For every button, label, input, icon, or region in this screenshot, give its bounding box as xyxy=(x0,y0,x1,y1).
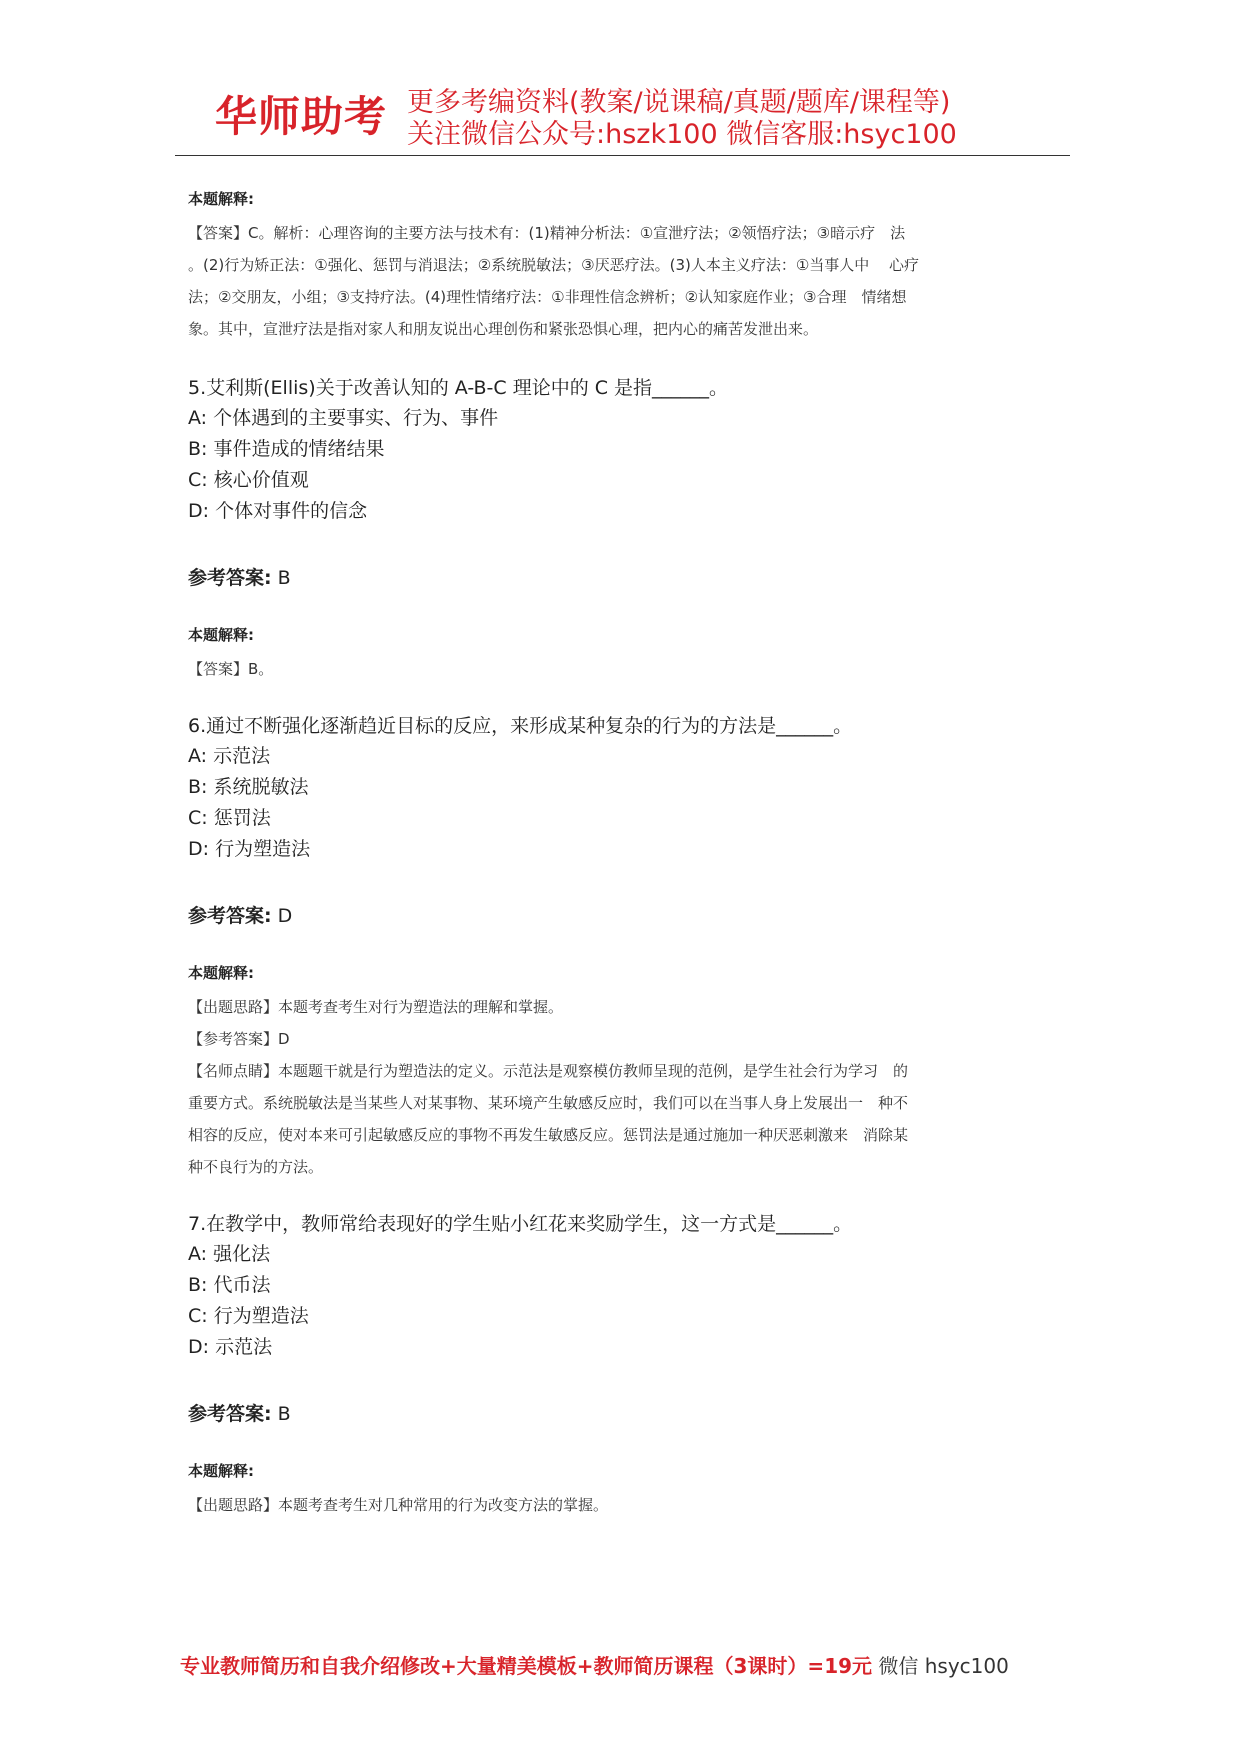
option-b: B: 代币法 xyxy=(188,1274,271,1296)
explanation-title: 本题解释: xyxy=(188,964,254,982)
explanation-line: 【名师点睛】本题题干就是行为塑造法的定义。示范法是观察模仿教师呈现的范例，是学生社会行为学习 的 xyxy=(188,1062,909,1080)
brand-logo: 华师助考 xyxy=(215,92,388,141)
explanation-line: 象。其中，宣泄疗法是指对家人和朋友说出心理创伤和紧张恐惧心理，把内心的痛苦发泄出来。 xyxy=(188,320,819,338)
answer-label: 参考答案: xyxy=(188,567,272,589)
explanation-line: 【参考答案】D xyxy=(188,1030,290,1048)
explanation-title: 本题解释: xyxy=(188,626,254,644)
option-d: D: 个体对事件的信念 xyxy=(188,500,368,522)
question-7 xyxy=(188,1209,1058,1521)
answer-value: B xyxy=(271,567,291,589)
option-c: C: 惩罚法 xyxy=(188,807,271,829)
footer-wechat: 微信 hsyc100 xyxy=(872,1654,1009,1678)
header-divider xyxy=(175,155,1070,156)
option-a: A: 示范法 xyxy=(188,745,271,767)
explanation-line: 【出题思路】本题考查考生对行为塑造法的理解和掌握。 xyxy=(188,998,564,1016)
explanation-line: 【答案】C。解析：心理咨询的主要方法与技术有：(1)精神分析法：①宣泄疗法；②领悟疗法；③暗示疗 法 xyxy=(188,224,906,242)
option-c: C: 行为塑造法 xyxy=(188,1305,309,1327)
footer-promo-text: 专业教师简历和自我介绍修改+大量精美模板+教师简历课程（3课时）=19元 xyxy=(180,1654,873,1678)
question-text: 7.在教学中，教师常给表现好的学生贴小红花来奖励学生，这一方式是______。 xyxy=(188,1213,853,1235)
option-d: D: 行为塑造法 xyxy=(188,838,311,860)
explanation-line: 法；②交朋友，小组；③支持疗法。(4)理性情绪疗法：①非理性信念辨析；②认知家庭作业；③合理 情绪想 xyxy=(188,288,907,306)
explanation-line: 【答案】B。 xyxy=(188,660,274,678)
q4-explanation xyxy=(188,188,1058,345)
option-b: B: 事件造成的情绪结果 xyxy=(188,438,385,460)
document-content xyxy=(188,188,1058,1521)
header-promo-line-2: 关注微信公众号:hszk100 微信客服:hsyc100 xyxy=(407,119,957,150)
question-6 xyxy=(188,711,1058,1183)
explanation-line: 相容的反应，使对本来可引起敏感反应的事物不再发生敏感反应。惩罚法是通过施加一种厌恶刺激来 消除某 xyxy=(188,1126,909,1144)
explanation-line: 重要方式。系统脱敏法是当某些人对某事物、某环境产生敏感反应时，我们可以在当事人身上发展出一 种不 xyxy=(188,1094,909,1112)
option-a: A: 个体遇到的主要事实、行为、事件 xyxy=(188,407,499,429)
page-header xyxy=(215,78,1045,150)
explanation-line: 【出题思路】本题考查考生对几种常用的行为改变方法的掌握。 xyxy=(188,1496,609,1514)
reference-answer xyxy=(188,563,1058,590)
reference-answer xyxy=(188,1399,1058,1426)
answer-label: 参考答案: xyxy=(188,905,272,927)
explanation-line: 种不良行为的方法。 xyxy=(188,1158,324,1176)
option-a: A: 强化法 xyxy=(188,1243,271,1265)
explanation-title: 本题解释: xyxy=(188,190,254,208)
answer-value: D xyxy=(271,905,293,927)
question-text: 5.艾利斯(Ellis)关于改善认知的 A-B-C 理论中的 C 是指______。 xyxy=(188,377,729,399)
question-text: 6.通过不断强化逐渐趋近目标的反应，来形成某种复杂的行为的方法是______。 xyxy=(188,715,853,737)
reference-answer xyxy=(188,901,1058,928)
explanation-line: 。(2)行为矫正法：①强化、惩罚与消退法；②系统脱敏法；③厌恶疗法。(3)人本主义疗法：①当事人中 心疗 xyxy=(188,256,920,274)
answer-label: 参考答案: xyxy=(188,1403,272,1425)
option-c: C: 核心价值观 xyxy=(188,469,309,491)
answer-value: B xyxy=(271,1403,291,1425)
option-d: D: 示范法 xyxy=(188,1336,273,1358)
header-promo-line-1: 更多考编资料(教案/说课稿/真题/题库/课程等) xyxy=(407,87,951,118)
explanation-title: 本题解释: xyxy=(188,1462,254,1480)
option-b: B: 系统脱敏法 xyxy=(188,776,309,798)
footer-promo xyxy=(180,1650,1080,1679)
question-5 xyxy=(188,373,1058,685)
